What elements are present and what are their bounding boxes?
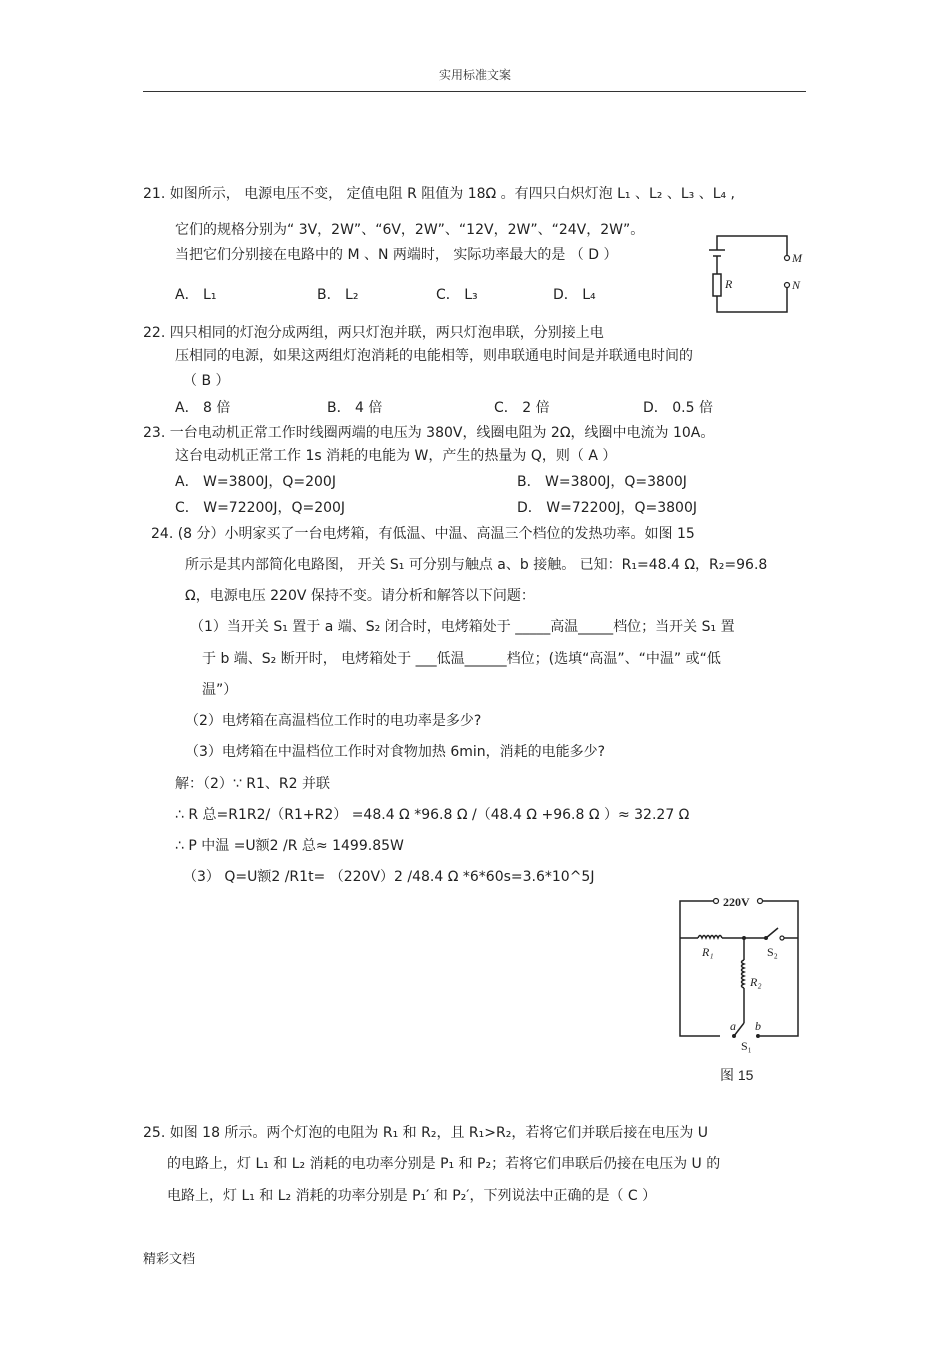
q24-solution-2: ∴ R 总=R1R2/（R1+R2） =48.4 Ω *96.8 Ω /（48.4 Ω +96.8 Ω ）≈ 32.27 Ω (175, 807, 690, 823)
q24-sub1-line3: 温”） (202, 682, 238, 698)
q24-solution-4: （3） Q=U额2 /R1t= （220V）2 /48.4 Ω *6*60s=3.6*10^5J (183, 869, 595, 885)
q22-line2: 压相同的电源，如果这两组灯泡消耗的电能相等，则串联通电时间是并联通电时间的 (175, 348, 693, 364)
q24-sub1-text-b: 档位；当开关 S₁ 置 (613, 619, 735, 635)
q23-option-c: C． W=72200J，Q=200J (175, 500, 346, 516)
q22-option-b: B． 4 倍 (327, 400, 383, 416)
page-header: 实用标准文案 (438, 68, 511, 82)
q24-fig-b-label: b (755, 1019, 761, 1033)
q25-line3: 电路上，灯 L₁ 和 L₂ 消耗的功率分别是 P₁′ 和 P₂′，下列说法中正确的是（ C ） (167, 1188, 657, 1204)
q24-sub1-text-a: （1）当开关 S₁ 置于 a 端、S₂ 闭合时，电烤箱处于 (190, 619, 516, 635)
q25-line2: 的电路上，灯 L₁ 和 L₂ 消耗的电功率分别是 P₁ 和 P₂；若将它们串联后仍接在电压为 U 的 (167, 1156, 721, 1172)
q24-circuit-figure (670, 888, 810, 1088)
q24-sub1-answer-high: _____高温_____ (515, 619, 614, 635)
q22-option-a: A． 8 倍 (175, 400, 231, 416)
q24-fig-r1-label: R₁ (702, 945, 714, 959)
q21-option-a: A． L₁ (175, 287, 217, 303)
q23-option-d: D． W=72200J，Q=3800J (517, 500, 697, 516)
q21-option-d: D． L₄ (553, 287, 596, 303)
q21-fig-r-label: R (725, 277, 733, 291)
q24-solution-3: ∴ P 中温 =U额2 /R 总≈ 1499.85W (175, 838, 404, 854)
q21-fig-m-label: M (792, 251, 802, 265)
q23-option-a: A． W=3800J，Q=200J (175, 474, 336, 490)
q22-option-d: D． 0.5 倍 (643, 400, 713, 416)
q23-option-b: B． W=3800J，Q=3800J (517, 474, 687, 490)
q24-line3: Ω，电源电压 220V 保持不变。请分析和解答以下问题： (185, 588, 535, 604)
q24-sub3: （3）电烤箱在中温档位工作时对食物加热 6min，消耗的电能多少? (185, 744, 606, 760)
q24-sub1-answer-low: ___低温______ (415, 651, 507, 667)
q24-sub1-line1 (190, 616, 735, 636)
q21-line3: 当把它们分别接在电路中的 M 、N 两端时， 实际功率最大的是 （ D ） (175, 247, 618, 263)
q24-line1: 24. (8 分）小明家买了一台电烤箱，有低温、中温、高温三个档位的发热功率。如图 15 (151, 526, 695, 542)
q21-option-b: B． L₂ (317, 287, 359, 303)
q24-fig-caption: 图 15 (720, 1067, 754, 1083)
q22-line1: 22. 四只相同的灯泡分成两组，两只灯泡并联，两只灯泡串联，分别接上电 (143, 325, 604, 341)
q24-line2: 所示是其内部简化电路图， 开关 S₁ 可分别与触点 a、b 接触。 已知：R₁=48.4 Ω，R₂=96.8 (185, 557, 768, 573)
q25-line1: 25. 如图 18 所示。两个灯泡的电阻为 R₁ 和 R₂，且 R₁>R₂，若将它们并联后接在电压为 U (143, 1125, 709, 1141)
q24-fig-voltage-label: 220V (723, 895, 750, 909)
q24-sub1-text-d: 档位；(选填“高温”、“中温” 或“低 (506, 651, 721, 667)
q23-line1: 23. 一台电动机正常工作时线圈两端的电压为 380V，线圈电阻为 2Ω，线圈中电流为 10A。 (143, 425, 715, 441)
q22-option-c: C． 2 倍 (494, 400, 550, 416)
q21-line2: 它们的规格分别为“ 3V，2W”、“6V，2W”、“12V，2W”、“24V，2W”。 (175, 222, 645, 238)
page-footer: 精彩文档 (143, 1252, 196, 1267)
q24-fig-a-label: a (730, 1019, 736, 1033)
q21-circuit-figure (705, 228, 815, 320)
q21-option-c: C． L₃ (436, 287, 478, 303)
q21-fig-n-label: N (792, 278, 801, 292)
q21-line1: 21. 如图所示， 电源电压不变， 定值电阻 R 阻值为 18Ω 。有四只白炽灯泡 L₁ 、L₂ 、L₃ 、L₄ , (143, 186, 736, 202)
q24-sub1-line2 (202, 648, 721, 668)
q23-line2: 这台电动机正常工作 1s 消耗的电能为 W，产生的热量为 Q，则（ A ） (175, 448, 617, 464)
q24-fig-r2-label: R₂ (750, 975, 762, 989)
q24-solution-1: 解：（2）∵ R1、R2 并联 (175, 776, 330, 792)
q24-sub2: （2）电烤箱在高温档位工作时的电功率是多少? (185, 713, 482, 729)
q24-sub1-text-c: 于 b 端、S₂ 断开时， 电烤箱处于 (202, 651, 416, 667)
q22-answer: （ B ） (183, 373, 230, 389)
q24-fig-s2-label: S₂ (767, 945, 778, 959)
q24-fig-s1-label: S₁ (741, 1039, 752, 1053)
header-rule (143, 91, 806, 92)
